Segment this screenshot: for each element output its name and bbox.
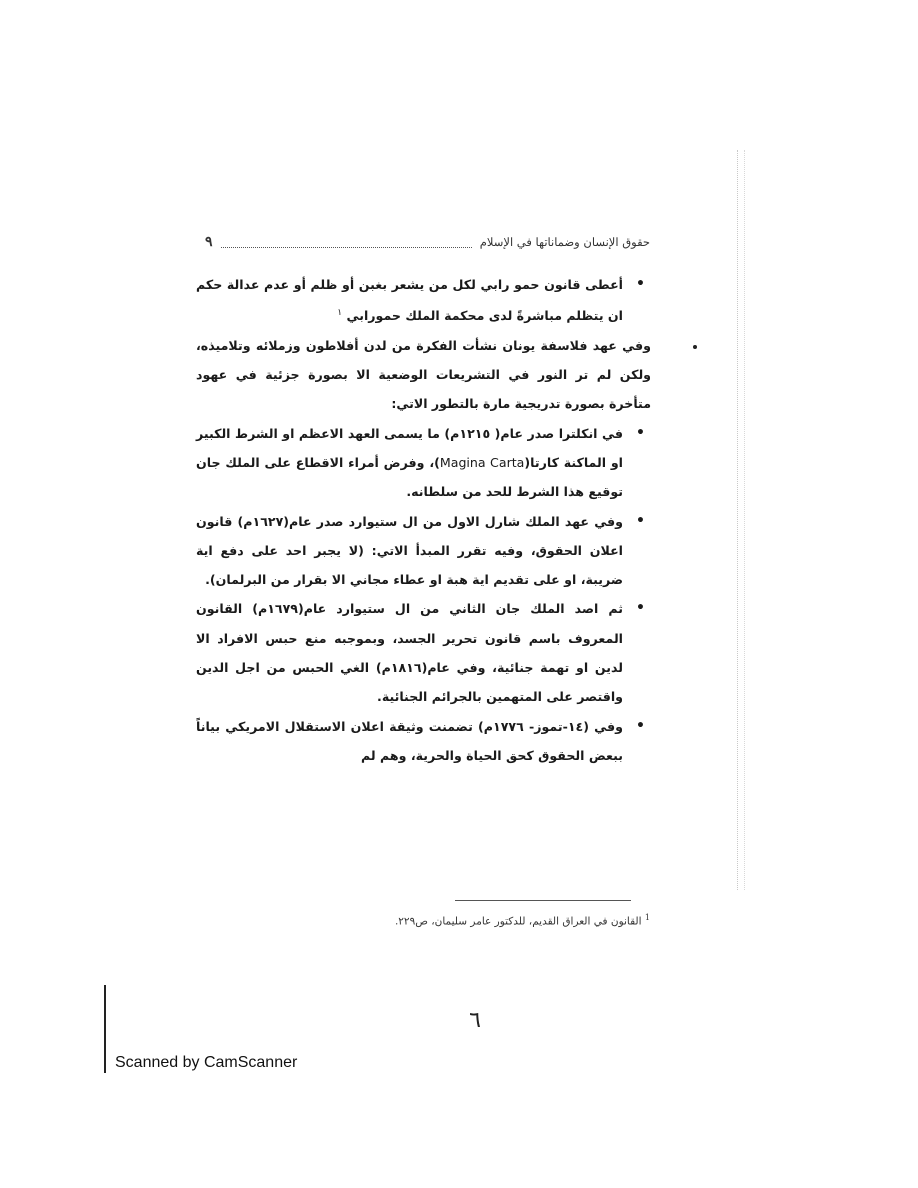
item-text: ثم اصد الملك جان الثاني من ال ستيوارد عام(١٦٧٩م) القانون المعروف باسم قانون تحرير الجسد، وبموجبه منع حبس الافراد الا لدين او تهمة جنائية، وفي عام(١٨١٦م) الغي الحبس من اجل الدين واقتصر على المتهمين بالجرائم الجنائية.: [196, 601, 623, 705]
binding-shadow: [737, 150, 738, 890]
scan-speck: [693, 345, 697, 349]
bullet-item: [196, 419, 651, 507]
latin-term: Magina Carta: [439, 454, 525, 470]
bullet-item: [196, 712, 651, 771]
item-text: في انكلترا صدر عام( ١٢١٥م) ما يسمى العهد الاعظم او الشرط الكبير او الماكنة كارتا(: [196, 425, 623, 470]
bullet-icon: •: [636, 512, 645, 529]
paragraph: وفي عهد فلاسفة يونان نشأت الفكرة من لدن أفلاطون وزملائه وتلاميذه، ولكن لم تر النور في التشريعات الوضعية الا بصورة جزئية في عهود متأخرة بصورة تدريجية مارة بالتطور الاتي:: [196, 337, 651, 412]
dot-leader: [221, 237, 472, 248]
scanner-watermark: Scanned by CamScanner: [115, 1054, 298, 1071]
footnote-text: القانون في العراق القديم، للدكتور عامر سليمان، ص٢٢٩.: [394, 915, 642, 928]
bullet-icon: •: [636, 717, 645, 734]
header-page-ref: ٩: [205, 234, 213, 250]
running-header: [205, 232, 650, 252]
footnote-divider: [455, 900, 631, 901]
item-text: أعطى قانون حمو رابي لكل من يشعر بغبن أو ظلم أو عدم عدالة حكم ان يتظلم مباشرةً لدى محكمة الملك حمورابي: [196, 277, 623, 324]
bullet-item: [196, 507, 651, 595]
header-title: حقوق الإنسان وضماناتها في الإسلام: [479, 235, 650, 249]
bullet-icon: •: [636, 424, 645, 441]
bullet-icon: •: [636, 600, 645, 617]
page-edge-line: [104, 985, 106, 1073]
footnote-ref: ١: [337, 308, 343, 319]
bullet-item: [196, 594, 651, 711]
footnote: [300, 906, 650, 934]
item-text: وفي عهد الملك شارل الاول من ال ستيوارد صدر عام(١٦٢٧م) قانون اعلان الحقوق، وفيه تقرر المبدأ الاتي: (لا يجبر احد على دفع اية ضريبة، او على تقديم اية هبة او عطاء مجاني الا بقرار من البرلمان).: [196, 513, 624, 588]
bullet-icon: •: [636, 276, 645, 292]
binding-shadow: [744, 150, 745, 890]
item-text: وفي (١٤-تموز- ١٧٧٦م) تضمنت وثيقة اعلان الاستقلال الامريكي بياناً ببعض الحقوق كحق الحياة والحرية، وهم لم: [196, 718, 623, 763]
footnote-marker: 1: [644, 913, 650, 922]
bullet-item: [196, 270, 651, 331]
page-number: ٦: [469, 1008, 481, 1033]
body-text: [196, 270, 651, 770]
item-text: )، وفرض أمراء الاقطاع على الملك جان توقيع هذا الشرط للحد من سلطانه.: [196, 454, 623, 500]
